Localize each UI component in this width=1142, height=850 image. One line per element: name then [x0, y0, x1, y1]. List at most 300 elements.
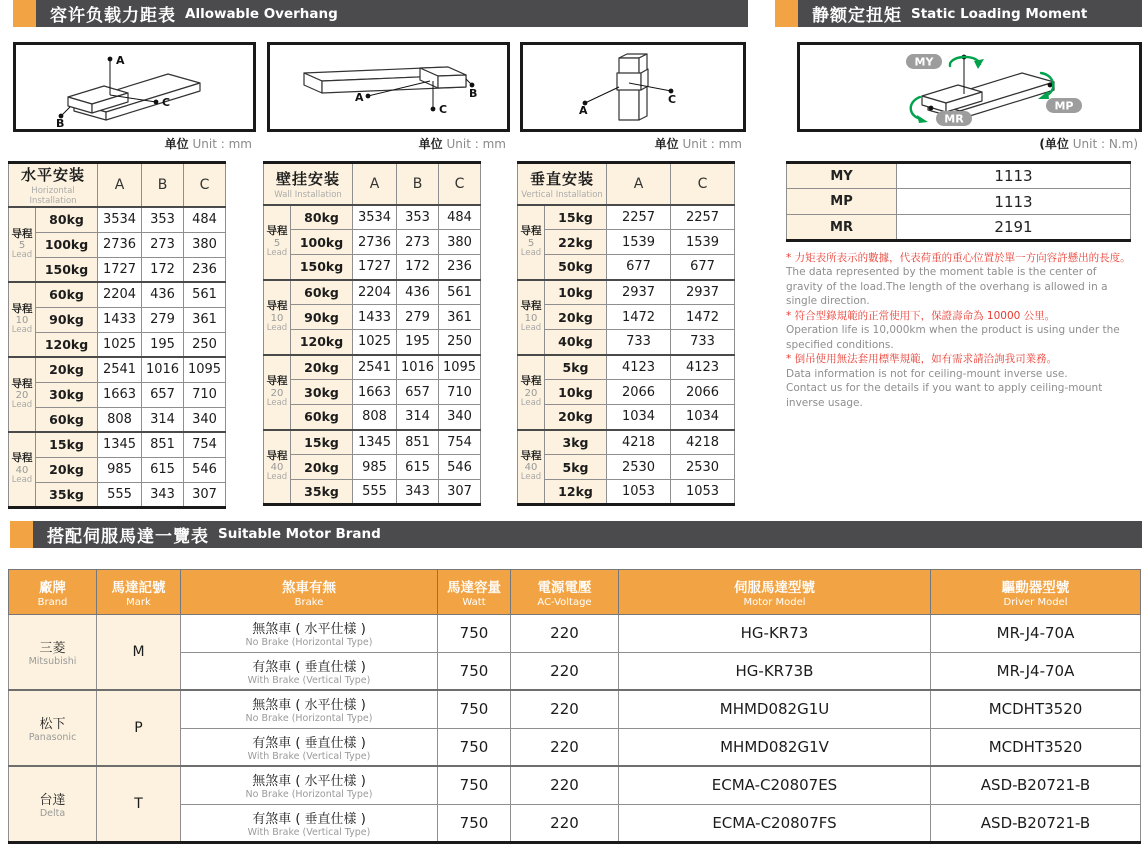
brake-text-zh: 無煞車 ( 水平仕樣 ) — [252, 774, 366, 790]
mark-cell: T — [97, 766, 181, 842]
motor-table-row — [9, 766, 1141, 804]
value-cell: 1663 — [98, 382, 142, 407]
table-row — [264, 255, 481, 280]
motor-header-zh: 電源電壓 — [537, 579, 592, 596]
brake-cell — [181, 804, 438, 842]
value-cell: 3534 — [353, 205, 397, 230]
value-cell: 2541 — [353, 355, 397, 380]
lead-group-cell — [264, 205, 291, 280]
value-cell: 273 — [142, 232, 184, 257]
table-row — [264, 455, 481, 480]
value-cell: 546 — [439, 455, 481, 480]
lead-label-zh: 导程 — [266, 449, 288, 462]
value-cell: 2541 — [98, 357, 142, 382]
note-text-en: Contact us for the details if you want to apply ceiling-mount inverse usage. — [786, 382, 1103, 409]
load-cell: 30kg — [36, 382, 98, 407]
voltage-cell: 220 — [511, 690, 619, 728]
lead-group-cell — [9, 357, 36, 432]
lead-label-en: Lead — [520, 247, 542, 258]
moment-label-cell: MP — [787, 189, 897, 215]
lead-label-en: Lead — [520, 322, 542, 333]
driver-model-cell: MCDHT3520 — [931, 690, 1141, 728]
motor-header-zh: 馬達記號 — [111, 579, 166, 596]
table-row — [518, 205, 735, 230]
load-cell: 20kg — [291, 355, 353, 380]
moment-row — [787, 189, 1131, 215]
value-cell: 561 — [184, 282, 226, 307]
value-cell: 343 — [397, 480, 439, 505]
table-row — [9, 307, 226, 332]
value-cell: 555 — [353, 480, 397, 505]
value-cell: 195 — [397, 330, 439, 355]
section-title-en: Suitable Motor Brand — [218, 526, 381, 542]
value-cell: 172 — [397, 255, 439, 280]
my-badge-label: MY — [914, 55, 934, 69]
value-cell: 657 — [142, 382, 184, 407]
load-cell: 20kg — [36, 457, 98, 482]
value-cell: 546 — [184, 457, 226, 482]
table-title-en: Wall Installation — [274, 189, 342, 200]
value-cell: 733 — [671, 330, 735, 355]
brake-text-zh: 無煞車 ( 水平仕樣 ) — [252, 698, 366, 714]
value-cell: 985 — [98, 457, 142, 482]
lead-label-en: Lead — [11, 325, 33, 336]
column-header-c: C — [184, 163, 226, 208]
header-bar — [33, 521, 1142, 548]
value-cell: 2066 — [671, 380, 735, 405]
brand-cell — [9, 690, 97, 766]
mark-cell: M — [97, 614, 181, 690]
value-cell: 236 — [184, 257, 226, 282]
note-item — [786, 352, 1131, 410]
load-cell: 15kg — [291, 430, 353, 455]
value-cell: 851 — [397, 430, 439, 455]
load-cell: 20kg — [545, 305, 607, 330]
value-cell: 710 — [184, 382, 226, 407]
value-cell: 555 — [98, 482, 142, 507]
motor-column-header — [619, 569, 931, 614]
motor-table-header-row — [9, 569, 1141, 614]
value-cell: 314 — [397, 405, 439, 430]
motor-table-row — [9, 614, 1141, 652]
watt-cell: 750 — [438, 804, 511, 842]
value-cell: 1727 — [98, 257, 142, 282]
brake-cell — [181, 728, 438, 766]
table-row — [9, 232, 226, 257]
value-cell: 1472 — [607, 305, 671, 330]
table-row — [264, 205, 481, 230]
lead-label-zh: 导程 — [11, 377, 33, 390]
table-row — [264, 280, 481, 305]
mark-cell: P — [97, 690, 181, 766]
point-c-label: C — [162, 96, 171, 109]
table-header-row — [518, 163, 735, 205]
brand-name-zh: 松下 — [39, 717, 66, 732]
load-cell: 150kg — [36, 257, 98, 282]
value-cell: 754 — [184, 432, 226, 457]
value-cell: 343 — [142, 482, 184, 507]
value-cell: 710 — [439, 380, 481, 405]
brand-name-en: Panasonic — [28, 732, 77, 743]
motor-model-cell: MHMD082G1U — [619, 690, 931, 728]
lead-label-en: Lead — [266, 247, 288, 258]
brand-cell — [9, 766, 97, 842]
horizontal-installation-diagram — [13, 42, 256, 132]
lead-label-en: Lead — [266, 322, 288, 333]
load-cell: 60kg — [36, 407, 98, 432]
brake-cell — [181, 766, 438, 804]
table-row — [264, 330, 481, 355]
value-cell: 2204 — [98, 282, 142, 307]
lead-number: 40 — [270, 462, 284, 474]
unit-label: 单位 Unit : mm — [654, 137, 742, 151]
wall-installation-table — [263, 161, 481, 506]
load-cell: 3kg — [545, 430, 607, 455]
value-cell: 353 — [142, 207, 184, 232]
table-row — [9, 332, 226, 357]
load-cell: 80kg — [291, 205, 353, 230]
lead-label-zh: 导程 — [11, 452, 33, 465]
load-cell: 100kg — [291, 230, 353, 255]
watt-cell: 750 — [438, 652, 511, 690]
point-b-label: B — [56, 117, 65, 129]
column-header-c: C — [671, 163, 735, 205]
load-cell: 90kg — [36, 307, 98, 332]
driver-model-cell: ASD-B20721-B — [931, 766, 1141, 804]
note-text-en: Operation life is 10,000km when the product is using under the specified conditions. — [786, 324, 1120, 351]
value-cell: 615 — [142, 457, 184, 482]
horizontal-installation-table — [8, 161, 226, 509]
load-cell: 120kg — [36, 332, 98, 357]
moment-notes — [786, 251, 1131, 410]
value-cell: 2736 — [353, 230, 397, 255]
table-row — [518, 230, 735, 255]
table-header-row — [264, 163, 481, 205]
section-title-en: Static Loading Moment — [911, 5, 1088, 22]
table-row — [264, 355, 481, 380]
table-row — [518, 355, 735, 380]
table-row — [264, 380, 481, 405]
table-row — [518, 430, 735, 455]
lead-number: 5 — [527, 237, 535, 249]
table-row — [9, 282, 226, 307]
value-cell: 353 — [397, 205, 439, 230]
section-title-zh: 容许负载力距表 — [50, 6, 176, 26]
load-cell: 10kg — [545, 280, 607, 305]
vertical-installation-table — [517, 161, 735, 506]
lead-group-cell — [518, 280, 545, 355]
value-cell: 808 — [353, 405, 397, 430]
watt-cell: 750 — [438, 614, 511, 652]
motor-column-header — [438, 569, 511, 614]
table-row — [9, 357, 226, 382]
load-cell: 5kg — [545, 455, 607, 480]
brake-text-en: No Brake (Horizontal Type) — [245, 637, 373, 648]
watt-cell: 750 — [438, 766, 511, 804]
brake-text-en: With Brake (Vertical Type) — [247, 826, 371, 838]
lead-number: 40 — [524, 462, 538, 474]
value-cell: 236 — [439, 255, 481, 280]
lead-number: 5 — [273, 237, 281, 249]
header-bar — [36, 0, 748, 27]
vertical-installation-diagram — [520, 42, 746, 132]
static-moment-diagram — [797, 42, 1142, 132]
lead-label-zh: 导程 — [11, 227, 33, 240]
motor-model-cell: HG-KR73B — [619, 652, 931, 690]
value-cell: 361 — [184, 307, 226, 332]
load-cell: 60kg — [36, 282, 98, 307]
table-row — [264, 480, 481, 505]
driver-model-cell: MR-J4-70A — [931, 614, 1141, 652]
value-cell: 1472 — [671, 305, 735, 330]
table-row — [518, 380, 735, 405]
mr-badge-label: MR — [944, 112, 964, 126]
brand-cell — [9, 614, 97, 690]
lead-label-en: Lead — [266, 397, 288, 408]
table-row — [518, 305, 735, 330]
moment-label-cell: MR — [787, 215, 897, 241]
value-cell: 195 — [142, 332, 184, 357]
table-title-en: Horizontal Installation — [29, 186, 77, 206]
value-cell: 484 — [439, 205, 481, 230]
lead-group-cell — [518, 430, 545, 505]
load-cell: 35kg — [291, 480, 353, 505]
value-cell: 380 — [184, 232, 226, 257]
point-c-label: C — [668, 93, 677, 106]
motor-column-header — [511, 569, 619, 614]
value-cell: 1095 — [439, 355, 481, 380]
note-item — [786, 309, 1131, 352]
value-cell: 561 — [439, 280, 481, 305]
table-row — [9, 457, 226, 482]
point-a-label: A — [579, 104, 588, 117]
value-cell: 1345 — [353, 430, 397, 455]
value-cell: 677 — [671, 255, 735, 280]
value-cell: 1034 — [607, 405, 671, 430]
value-cell: 1053 — [607, 480, 671, 505]
voltage-cell: 220 — [511, 652, 619, 690]
value-cell: 314 — [142, 407, 184, 432]
column-header-b: B — [142, 163, 184, 208]
value-cell: 1016 — [142, 357, 184, 382]
value-cell: 1034 — [671, 405, 735, 430]
motor-column-header — [931, 569, 1141, 614]
value-cell: 1016 — [397, 355, 439, 380]
value-cell: 380 — [439, 230, 481, 255]
lead-label-zh: 导程 — [520, 375, 542, 388]
value-cell: 4123 — [607, 355, 671, 380]
value-cell: 1433 — [353, 305, 397, 330]
value-cell: 851 — [142, 432, 184, 457]
mp-badge-label: MP — [1054, 99, 1074, 113]
motor-header-en: Watt — [462, 596, 486, 608]
lead-label-en: Lead — [266, 472, 288, 483]
allowable-overhang-header — [13, 0, 748, 27]
point-a-label: A — [116, 54, 125, 67]
brake-text-zh: 有煞車 ( 垂直仕樣 ) — [252, 811, 366, 827]
motor-header-en: Brake — [294, 596, 324, 608]
load-cell: 22kg — [545, 230, 607, 255]
column-header-a: A — [353, 163, 397, 205]
load-cell: 60kg — [291, 280, 353, 305]
note-item — [786, 251, 1131, 309]
motor-model-cell: ECMA-C20807ES — [619, 766, 931, 804]
load-cell: 15kg — [36, 432, 98, 457]
motor-header-zh: 馬達容量 — [447, 579, 501, 596]
motor-column-header — [9, 569, 97, 614]
load-cell: 20kg — [545, 405, 607, 430]
motor-header-en: AC-Voltage — [537, 596, 592, 608]
lead-number: 20 — [270, 387, 284, 399]
value-cell: 733 — [607, 330, 671, 355]
section-title-zh: 搭配伺服馬達一覽表 — [47, 526, 209, 547]
load-cell: 80kg — [36, 207, 98, 232]
motor-header-zh: 煞車有無 — [282, 579, 336, 596]
lead-label-zh: 导程 — [11, 302, 33, 315]
value-cell: 250 — [439, 330, 481, 355]
wall-installation-title — [264, 163, 353, 205]
load-cell: 40kg — [545, 330, 607, 355]
load-cell: 60kg — [291, 405, 353, 430]
brake-text-en: No Brake (Horizontal Type) — [245, 713, 373, 725]
lead-label-zh: 导程 — [266, 375, 288, 388]
value-cell: 2937 — [671, 280, 735, 305]
load-cell: 20kg — [36, 357, 98, 382]
point-a-label: A — [355, 91, 364, 104]
value-cell: 2257 — [607, 205, 671, 230]
suitable-motor-header — [10, 521, 1142, 548]
static-moment-table — [786, 161, 1131, 242]
section-title-zh: 静额定扭矩 — [812, 6, 902, 26]
load-cell: 12kg — [545, 480, 607, 505]
brand-name-zh: 三菱 — [39, 640, 66, 656]
table-row — [264, 230, 481, 255]
header-accent-square — [10, 521, 33, 548]
lead-group-cell — [9, 282, 36, 357]
table-row — [264, 305, 481, 330]
watt-cell: 750 — [438, 728, 511, 766]
lead-number: 20 — [15, 390, 29, 402]
value-cell: 3534 — [98, 207, 142, 232]
value-cell: 2530 — [607, 455, 671, 480]
lead-number: 5 — [18, 240, 26, 252]
table-row — [264, 405, 481, 430]
lead-label-zh: 导程 — [266, 225, 288, 238]
load-cell: 30kg — [291, 380, 353, 405]
table-row — [518, 280, 735, 305]
voltage-cell: 220 — [511, 766, 619, 804]
unit-label: 单位 Unit : mm — [418, 137, 506, 151]
header-bar — [798, 0, 1142, 27]
column-header-b: B — [397, 163, 439, 205]
load-cell: 120kg — [291, 330, 353, 355]
lead-label-en: Lead — [520, 397, 542, 408]
header-accent-square — [13, 0, 36, 27]
lead-group-cell — [9, 432, 36, 507]
value-cell: 1727 — [353, 255, 397, 280]
load-cell: 150kg — [291, 255, 353, 280]
brake-text-zh: 有煞車 ( 垂直仕樣 ) — [252, 659, 366, 675]
value-cell: 754 — [439, 430, 481, 455]
value-cell: 250 — [184, 332, 226, 357]
table-row — [9, 257, 226, 282]
table-row — [9, 432, 226, 457]
value-cell: 677 — [607, 255, 671, 280]
value-cell: 2204 — [353, 280, 397, 305]
lead-group-cell — [264, 280, 291, 355]
value-cell: 1433 — [98, 307, 142, 332]
lead-group-cell — [264, 430, 291, 505]
value-cell: 436 — [142, 282, 184, 307]
motor-header-en: Mark — [126, 596, 151, 608]
table-row — [264, 430, 481, 455]
lead-label-en: Lead — [11, 474, 33, 485]
value-cell: 2937 — [607, 280, 671, 305]
lead-group-cell — [518, 205, 545, 280]
value-cell: 1539 — [671, 230, 735, 255]
header-accent-square — [775, 0, 798, 27]
motor-header-zh: 廠牌 — [39, 579, 66, 596]
note-text-zh: * 倒吊使用無法套用標準規範，如有需求請洽詢我司業務。 — [786, 353, 1058, 366]
lead-group-cell — [518, 355, 545, 430]
point-b-label: B — [469, 87, 478, 100]
moment-value-cell: 1113 — [897, 163, 1131, 189]
value-cell: 279 — [397, 305, 439, 330]
value-cell: 2257 — [671, 205, 735, 230]
load-cell: 35kg — [36, 482, 98, 507]
value-cell: 1539 — [607, 230, 671, 255]
load-cell: 10kg — [545, 380, 607, 405]
value-cell: 4218 — [607, 430, 671, 455]
value-cell: 484 — [184, 207, 226, 232]
lead-label-zh: 导程 — [520, 449, 542, 462]
lead-number: 10 — [270, 312, 284, 324]
voltage-cell: 220 — [511, 804, 619, 842]
table-row — [9, 382, 226, 407]
motor-header-zh: 伺服馬達型號 — [734, 579, 815, 596]
value-cell: 1095 — [184, 357, 226, 382]
value-cell: 4123 — [671, 355, 735, 380]
table-row — [518, 255, 735, 280]
point-c-label: C — [439, 103, 448, 116]
lead-number: 10 — [15, 315, 29, 327]
static-moment-header — [775, 0, 1142, 27]
brake-text-en: With Brake (Vertical Type) — [247, 674, 371, 686]
lead-number: 10 — [524, 312, 538, 324]
lead-label-zh: 导程 — [520, 300, 542, 313]
lead-group-cell — [9, 207, 36, 282]
lead-group-cell — [264, 355, 291, 430]
horizontal-table-slot — [8, 161, 226, 509]
value-cell: 808 — [98, 407, 142, 432]
driver-model-cell: MCDHT3520 — [931, 728, 1141, 766]
value-cell: 361 — [439, 305, 481, 330]
value-cell: 307 — [184, 482, 226, 507]
table-title-zh: 垂直安装 — [529, 169, 594, 188]
horizontal-installation-title — [9, 163, 98, 208]
wall-installation-diagram — [267, 42, 510, 132]
lead-number: 20 — [524, 387, 538, 399]
motor-header-en: Brand — [37, 596, 68, 608]
lead-label-zh: 导程 — [266, 300, 288, 313]
brand-name-en: Mitsubishi — [28, 655, 77, 667]
vertical-table-slot — [517, 161, 735, 506]
driver-model-cell: ASD-B20721-B — [931, 804, 1141, 842]
value-cell: 1025 — [353, 330, 397, 355]
brake-cell — [181, 690, 438, 728]
table-header-row — [9, 163, 226, 208]
brand-name-en: Delta — [39, 807, 66, 819]
